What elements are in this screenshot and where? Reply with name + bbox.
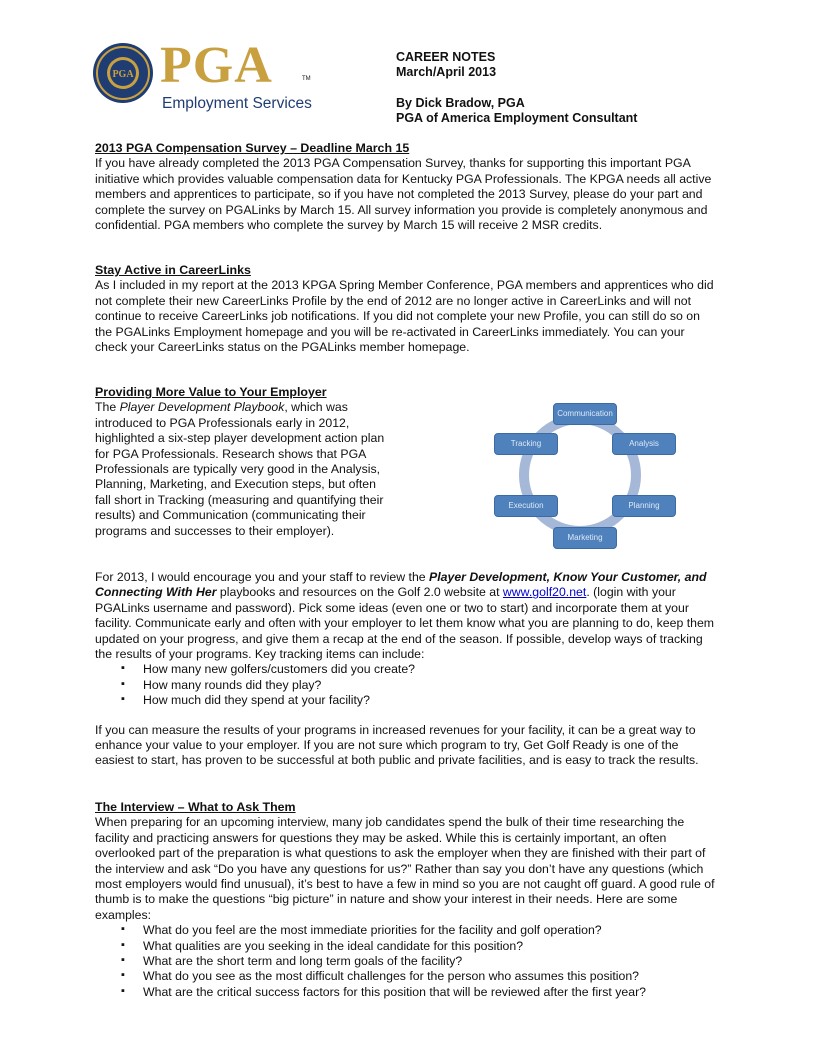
list-item: ▪ What are the critical success factors for this position that will be reviewed after the first year? [121,985,720,1000]
trademark: TM [302,76,311,82]
cycle-node-execution: Execution [494,495,558,517]
section-body: When preparing for an upcoming interview, many job candidates spend the bulk of their time researching the facility and practicing answers for questions they may be asked. While this is certainly important, an often overlooked part of the preparation is what questions to ask the employer when they are finished with their part of the interview and ask “Do you have any questions for us?” Rather than say you don’t have any questions (which most employers would find unusual), it’s best to have a few in mind so you are not caught off guard. A good rule of thumb is to make the questions “big picture” in nature and show your interest in their needs. Here are some examples: [95,815,715,922]
svg-text:PGA: PGA [112,69,134,80]
value-paragraph-3: If you can measure the results of your programs in increased revenues for your facility, it can be a great way to enhance your value to your employer. If you are not sure which program to try, Get Golf Ready is one of the easiest to start, has proven to be successful at both public and private facilities, and is easy to track the results. [95,722,699,768]
list-item: ▪ What do you feel are the most immediate priorities for the facility and golf operation? [121,923,720,938]
section-title: The Interview – What to Ask Them [95,800,296,814]
section-title: Stay Active in CareerLinks [95,263,251,277]
logo-subtitle: Employment Services [162,95,312,112]
list-item: ▪ How much did they spend at your facility? [121,693,720,708]
author-line: By Dick Bradow, PGA [396,96,525,110]
section-title: 2013 PGA Compensation Survey – Deadline March 15 [95,141,410,155]
author-role: PGA of America Employment Consultant [396,111,638,125]
section-interview [95,800,720,1000]
interview-questions-list [95,923,720,1000]
newsletter-date: March/April 2013 [396,65,497,79]
list-item: ▪ What are the short term and long term goals of the facility? [121,954,720,969]
value-paragraph-2: For 2013, I would encourage you and your staff to review the Player Development, Know Your Customer, and Connecting With Her playbooks and resources on the Golf 2.0 website at www.golf20.net. (login with your PGALinks username and password). Pick some ideas (even one or two to start) and incorporate them at your facility. Communicate early and often with your employer to let them know what you are planning to do, keep them updated on your progress, and give them a recap at the end of the season. If possible, develop ways of tracking the results of your programs. Key tracking items can include: [95,570,715,662]
cycle-node-marketing: Marketing [553,527,617,549]
cycle-node-planning: Planning [612,495,676,517]
newsletter-title: CAREER NOTES [396,50,496,64]
golf20-link[interactable]: www.golf20.net [502,585,587,600]
section-careerlinks [95,263,720,355]
section-title: Providing More Value to Your Employer [95,385,327,399]
pga-logo-text: PGA [160,37,273,94]
cycle-node-tracking: Tracking [494,433,558,455]
tracking-items-list [95,662,720,708]
section-body: If you have already completed the 2013 PGA Compensation Survey, thanks for supporting this important PGA initiative which provides valuable compensation data for Kentucky PGA Professionals. The KPGA needs all active members and apprentices to participate, so if you have not completed the 2013 Survey, please do your part and complete the survey on PGALinks by March 15. All survey information you provide is completely anonymous and confidential. PGA members who complete the survey by March 15 will receive 2 MSR credits. [95,156,712,233]
section-survey [95,141,720,233]
section-value-cont [95,570,720,769]
list-item: ▪ What do you see as the most difficult challenges for the person who assumes this position? [121,969,720,984]
cycle-node-analysis: Analysis [612,433,676,455]
section-body: As I included in my report at the 2013 KPGA Spring Member Conference, PGA members and apprentices who did not complete their new CareerLinks Profile by the end of 2012 are no longer active in CareerLinks and will not continue to receive CareerLinks job notifications. If you did not complete your new Profile, you can still do so on the PGALinks Employment homepage and you will be re-activated in CareerLinks immediately. You can your check your CareerLinks status on the PGALinks member homepage. [95,278,714,355]
list-item: ▪ What qualities are you seeking in the ideal candidate for this position? [121,939,720,954]
cycle-node-communication: Communication [553,403,617,425]
list-item: ▪ How many rounds did they play? [121,678,720,693]
section-intro: The Player Development Playbook, which was introduced to PGA Professionals early in 2012, highlighted a six-step player development action plan for PGA Professionals. Research shows that PGA Professionals are typically very good in the Analysis, Planning, Marketing, and Execution steps, but often fall short in Tracking (measuring and quantifying their results) and Communication (communicating their programs and successes to their employer). [95,400,385,538]
pga-seal-icon [92,42,154,104]
list-item: ▪ How many new golfers/customers did you create? [121,662,720,677]
